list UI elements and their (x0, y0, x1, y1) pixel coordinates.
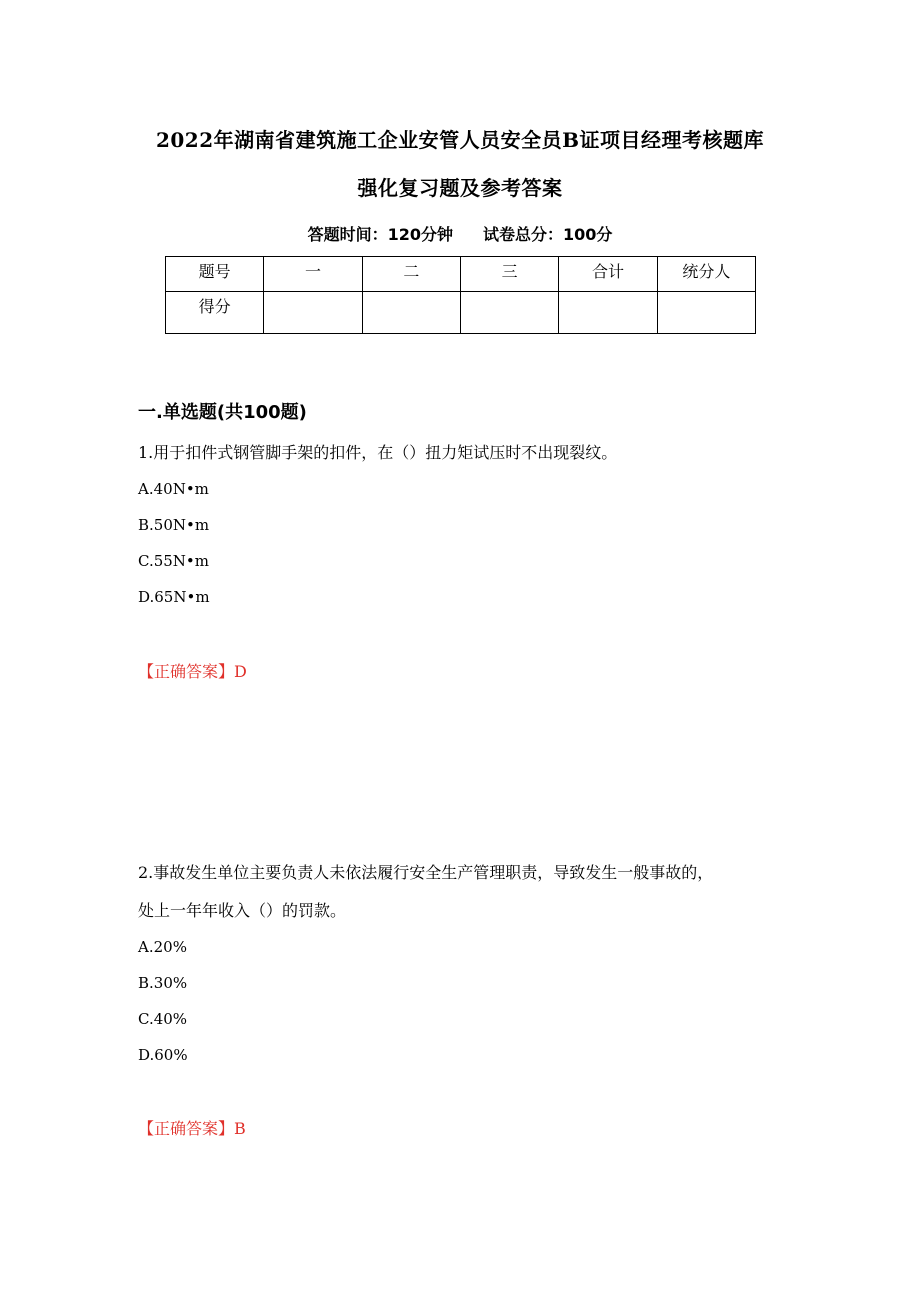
score-header-cell: 二 (362, 257, 460, 292)
question-2-answer: 【正确答案】B (138, 1119, 246, 1138)
question-2-option-d: D.60% (138, 1046, 188, 1064)
question-1-text: 1.用于扣件式钢管脚手架的扣件，在（）扭力矩试压时不出现裂纹。 (138, 443, 618, 462)
score-table-value-row (166, 292, 756, 334)
question-1-option-d: D.65N•m (138, 588, 210, 606)
question-2-text-line1: 2.事故发生单位主要负责人未依法履行安全生产管理职责，导致发生一般事故的， (138, 863, 714, 882)
question-1-option-a: A.40N•m (138, 480, 209, 498)
score-value-cell (559, 292, 657, 334)
score-header-cell: 统分人 (657, 257, 755, 292)
document-title-line1: 2022年湖南省建筑施工企业安管人员安全员B证项目经理考核题库 (155, 128, 765, 152)
score-value-cell (460, 292, 558, 334)
section-heading: 一.单选题(共100题) (138, 402, 307, 423)
question-1-option-b: B.50N•m (138, 516, 210, 534)
score-table (165, 256, 756, 334)
score-row-label: 得分 (166, 292, 264, 334)
question-1-option-c: C.55N•m (138, 552, 209, 570)
score-header-cell: 合计 (559, 257, 657, 292)
question-1-answer: 【正确答案】D (138, 662, 247, 681)
score-table-header-row (166, 257, 756, 292)
score-value-cell (362, 292, 460, 334)
question-2-text-line2: 处上一年年收入（）的罚款。 (138, 901, 347, 920)
question-2-option-a: A.20% (138, 938, 187, 956)
total-score-label: 试卷总分：100分 (483, 225, 613, 244)
score-value-cell (264, 292, 362, 334)
exam-info (0, 222, 920, 245)
score-header-cell: 三 (460, 257, 558, 292)
time-label: 答题时间：120分钟 (307, 225, 453, 244)
document-title-line2: 强化复习题及参考答案 (357, 176, 563, 200)
question-2-option-b: B.30% (138, 974, 188, 992)
score-header-cell: 一 (264, 257, 362, 292)
score-header-cell: 题号 (166, 257, 264, 292)
question-2-option-c: C.40% (138, 1010, 188, 1028)
score-value-cell (657, 292, 755, 334)
